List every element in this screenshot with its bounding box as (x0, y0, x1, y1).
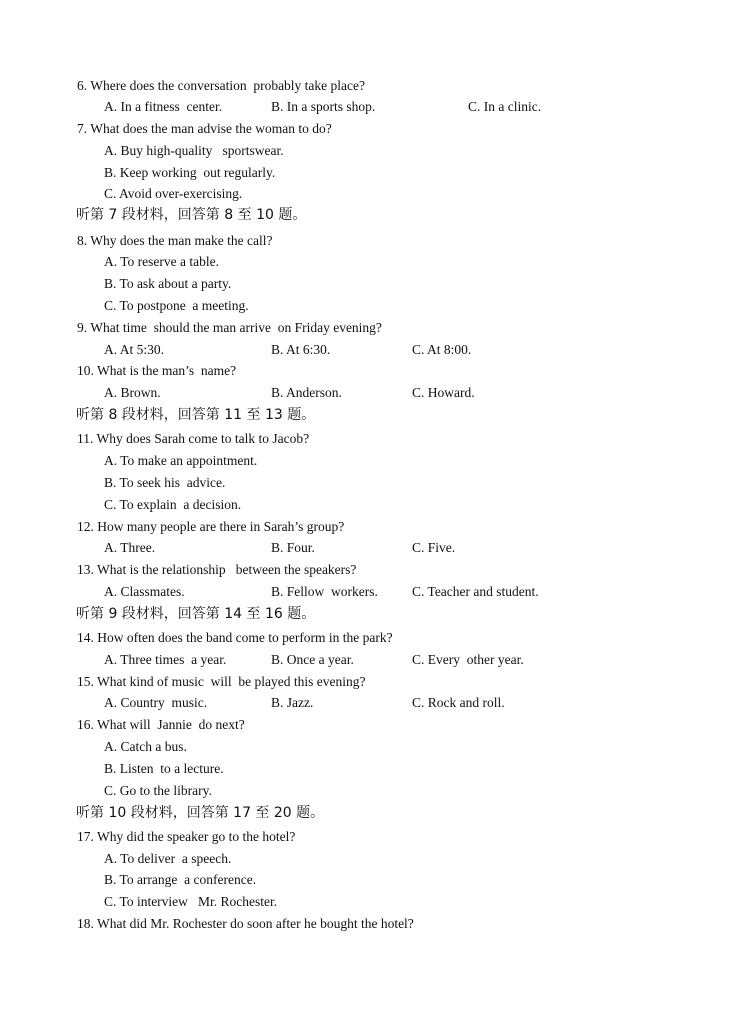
option-text: C. To interview Mr. Rochester. (104, 894, 278, 909)
question-text: 13. What is the relationship between the speakers? (77, 562, 357, 577)
option-b: B. Jazz. (271, 695, 314, 710)
section-instruction: 听第 10 段材料，回答第 17 至 20 题。 (76, 805, 325, 821)
option-a: A. Brown. (104, 385, 161, 400)
question-text: 16. What will Jannie do next? (77, 717, 245, 732)
option-b: B. In a sports shop. (271, 99, 376, 114)
question-text: 18. What did Mr. Rochester do soon after he bought the hotel? (77, 916, 414, 931)
option-text: B. Keep working out regularly. (104, 165, 276, 180)
option-b: B. Once a year. (271, 652, 354, 667)
option-text: B. Listen to a lecture. (104, 761, 224, 776)
option-b: B. Four. (271, 540, 315, 555)
option-a: A. In a fitness center. (104, 99, 223, 114)
question-text: 8. Why does the man make the call? (77, 233, 273, 248)
option-text: B. To ask about a party. (104, 276, 232, 291)
option-text: A. Catch a bus. (104, 739, 187, 754)
question-text: 9. What time should the man arrive on Friday evening? (77, 320, 382, 335)
option-c: C. Howard. (412, 385, 475, 400)
question-text: 10. What is the man’s name? (77, 363, 237, 378)
option-text: A. To deliver a speech. (104, 851, 232, 866)
option-b: B. Fellow workers. (271, 584, 378, 599)
option-text: A. Buy high-quality sportswear. (104, 143, 284, 158)
option-c: C. In a clinic. (468, 99, 542, 114)
option-b: B. At 6:30. (271, 342, 331, 357)
option-c: C. Rock and roll. (412, 695, 505, 710)
option-text: B. To seek his advice. (104, 475, 226, 490)
section-instruction: 听第 9 段材料，回答第 14 至 16 题。 (76, 606, 316, 622)
option-text: A. To make an appointment. (104, 453, 258, 468)
option-a: A. Three. (104, 540, 156, 555)
option-a: A. At 5:30. (104, 342, 165, 357)
option-text: C. To postpone a meeting. (104, 298, 249, 313)
option-c: C. Every other year. (412, 652, 524, 667)
section-instruction: 听第 8 段材料，回答第 11 至 13 题。 (76, 407, 316, 423)
option-text: B. To arrange a conference. (104, 872, 257, 887)
option-a: A. Three times a year. (104, 652, 227, 667)
option-text: A. To reserve a table. (104, 254, 220, 269)
section-instruction: 听第 7 段材料，回答第 8 至 10 题。 (76, 207, 307, 223)
question-text: 14. How often does the band come to perform in the park? (77, 630, 393, 645)
question-text: 12. How many people are there in Sarah’s group? (77, 519, 345, 534)
option-a: A. Classmates. (104, 584, 185, 599)
question-text: 15. What kind of music will be played this evening? (77, 674, 366, 689)
option-text: C. Avoid over-exercising. (104, 186, 243, 201)
question-text: 6. Where does the conversation probably take place? (77, 78, 366, 93)
question-text: 7. What does the man advise the woman to do? (77, 121, 332, 136)
question-text: 17. Why did the speaker go to the hotel? (77, 829, 296, 844)
option-c: C. At 8:00. (412, 342, 472, 357)
option-text: C. Go to the library. (104, 783, 212, 798)
option-c: C. Five. (412, 540, 456, 555)
question-text: 11. Why does Sarah come to talk to Jacob? (77, 431, 310, 446)
option-a: A. Country music. (104, 695, 208, 710)
option-c: C. Teacher and student. (412, 584, 539, 599)
option-b: B. Anderson. (271, 385, 342, 400)
option-text: C. To explain a decision. (104, 497, 242, 512)
